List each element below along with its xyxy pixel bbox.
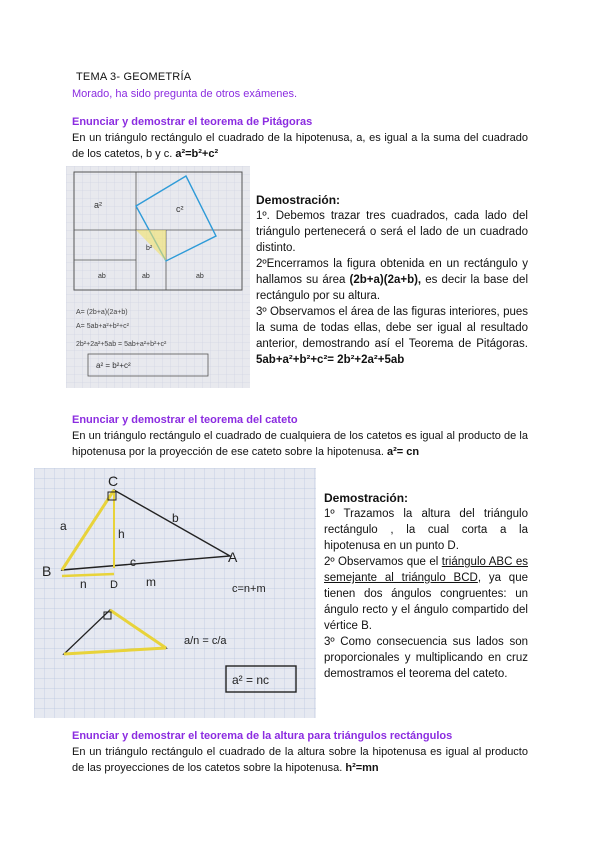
sketch-label-ab-2: ab bbox=[142, 273, 150, 280]
label-b-side: b bbox=[172, 511, 179, 525]
altura-formula: h²=mn bbox=[345, 762, 379, 774]
label-result: a² = nc bbox=[232, 673, 270, 687]
cateto-step-2 bbox=[324, 554, 528, 634]
cateto-step-2-text: 2º Observamos que el bbox=[324, 556, 439, 568]
label-c-hyp: c bbox=[130, 555, 136, 569]
cateto-sketch-photo bbox=[34, 468, 316, 718]
pitagoras-step-2-formula: (2b+a)(2a+b), bbox=[349, 274, 422, 286]
cateto-formula: a²= cn bbox=[386, 446, 420, 458]
pitagoras-step-3 bbox=[256, 304, 528, 368]
label-a-side: a bbox=[60, 519, 67, 533]
sketch-line-4: a² = b²+c² bbox=[96, 361, 131, 370]
cateto-sketch bbox=[34, 468, 316, 718]
altura-statement-text: En un triángulo rectángulo el cuadrado de la altura sobre la hipotenusa es igual al producto de las proyecciones de los catetos sobre la hipotenusa. bbox=[72, 746, 528, 774]
sketch-label-ab-3: ab bbox=[196, 273, 204, 280]
document-title: TEMA 3- GEOMETRÍA bbox=[76, 71, 192, 83]
label-b-vertex: B bbox=[42, 563, 52, 579]
pitagoras-heading: Enunciar y demostrar el teorema de Pitágoras bbox=[72, 116, 313, 128]
pitagoras-statement-text: En un triángulo rectángulo el cuadrado de la hipotenusa, a, es igual a la suma del cuadrado de los catetos, b y c. bbox=[72, 132, 528, 160]
pitagoras-sketch bbox=[66, 166, 250, 388]
label-proportion: a/n = c/a bbox=[184, 635, 227, 647]
label-h-height: h bbox=[118, 527, 125, 541]
pitagoras-demo bbox=[256, 192, 528, 368]
pitagoras-step-1: 1º. Debemos trazar tres cuadrados, cada lado del triángulo pertenecerá o será el lado de un cuadrado distinto. bbox=[256, 210, 528, 254]
pitagoras-demo-title: Demostración: bbox=[256, 193, 341, 207]
label-d-point: D bbox=[110, 579, 118, 591]
cateto-demo-title: Demostración: bbox=[324, 491, 409, 505]
label-m: m bbox=[146, 575, 156, 589]
legend-note: Morado, ha sido pregunta de otros exámenes. bbox=[72, 88, 298, 100]
pitagoras-step-2 bbox=[256, 256, 528, 304]
cateto-statement-text: En un triángulo rectángulo el cuadrado de cualquiera de los catetos es igual al producto de la hipotenusa por la proyección de ese cateto sobre la hipotenusa. bbox=[72, 430, 528, 458]
sketch-label-ab-1: ab bbox=[98, 273, 106, 280]
pitagoras-formula: a²=b²+c² bbox=[175, 148, 219, 160]
pitagoras-sketch-photo bbox=[66, 166, 250, 388]
cateto-heading: Enunciar y demostrar el teorema del cateto bbox=[72, 414, 298, 426]
pitagoras-statement bbox=[72, 130, 528, 162]
label-c-vertex: C bbox=[108, 473, 119, 489]
cateto-step-1: 1º Trazamos la altura del triángulo rectángulo , la cual corta a la hipotenusa en un punto D. bbox=[324, 508, 528, 552]
sketch-line-3: 2b²+2a²+5ab = 5ab+a²+b²+c² bbox=[76, 341, 167, 348]
pitagoras-step-3-text: 3º Observamos el área de las figuras interiores, pues la suma de todas ellas, debe ser igual al resultado anterior, demostrando así el Teorema de Pitágoras. bbox=[256, 306, 528, 350]
pitagoras-step-2-text-b: es decir la base del rectángulo por su altura. bbox=[256, 274, 529, 302]
cateto-step-2-text-b: , ya que tienen dos ángulos congruentes: un ángulo recto y el ángulo compartido del vértice B. bbox=[324, 572, 528, 632]
label-n: n bbox=[80, 577, 87, 591]
label-c-eq: c=n+m bbox=[232, 583, 266, 595]
cateto-step-2-underlined: triángulo ABC es semejante al triángulo BCD bbox=[324, 556, 528, 584]
altura-statement bbox=[72, 744, 528, 776]
label-a-vertex: A bbox=[228, 549, 238, 565]
pitagoras-step-3-formula: 5ab+a²+b²+c²= 2b²+2a²+5ab bbox=[256, 354, 405, 366]
sketch-label-a2: a² bbox=[94, 200, 103, 210]
altura-heading: Enunciar y demostrar el teorema de la altura para triángulos rectángulos bbox=[72, 730, 453, 742]
cateto-step-3: 3º Como consecuencia sus lados son proporcionales y multiplicando en cruz demostramos el teorema del cateto. bbox=[324, 636, 528, 680]
sketch-label-b2: b² bbox=[146, 245, 153, 252]
cateto-statement bbox=[72, 428, 528, 460]
pitagoras-step-2-text: 2ºEncerramos la figura obtenida en un rectángulo y hallamos su área bbox=[256, 258, 528, 286]
sketch-line-1: A= (2b+a)(2a+b) bbox=[76, 309, 128, 316]
cateto-demo bbox=[324, 490, 528, 682]
sketch-line-2: A= 5ab+a²+b²+c² bbox=[76, 323, 129, 330]
sketch-label-c2: c² bbox=[176, 204, 184, 214]
